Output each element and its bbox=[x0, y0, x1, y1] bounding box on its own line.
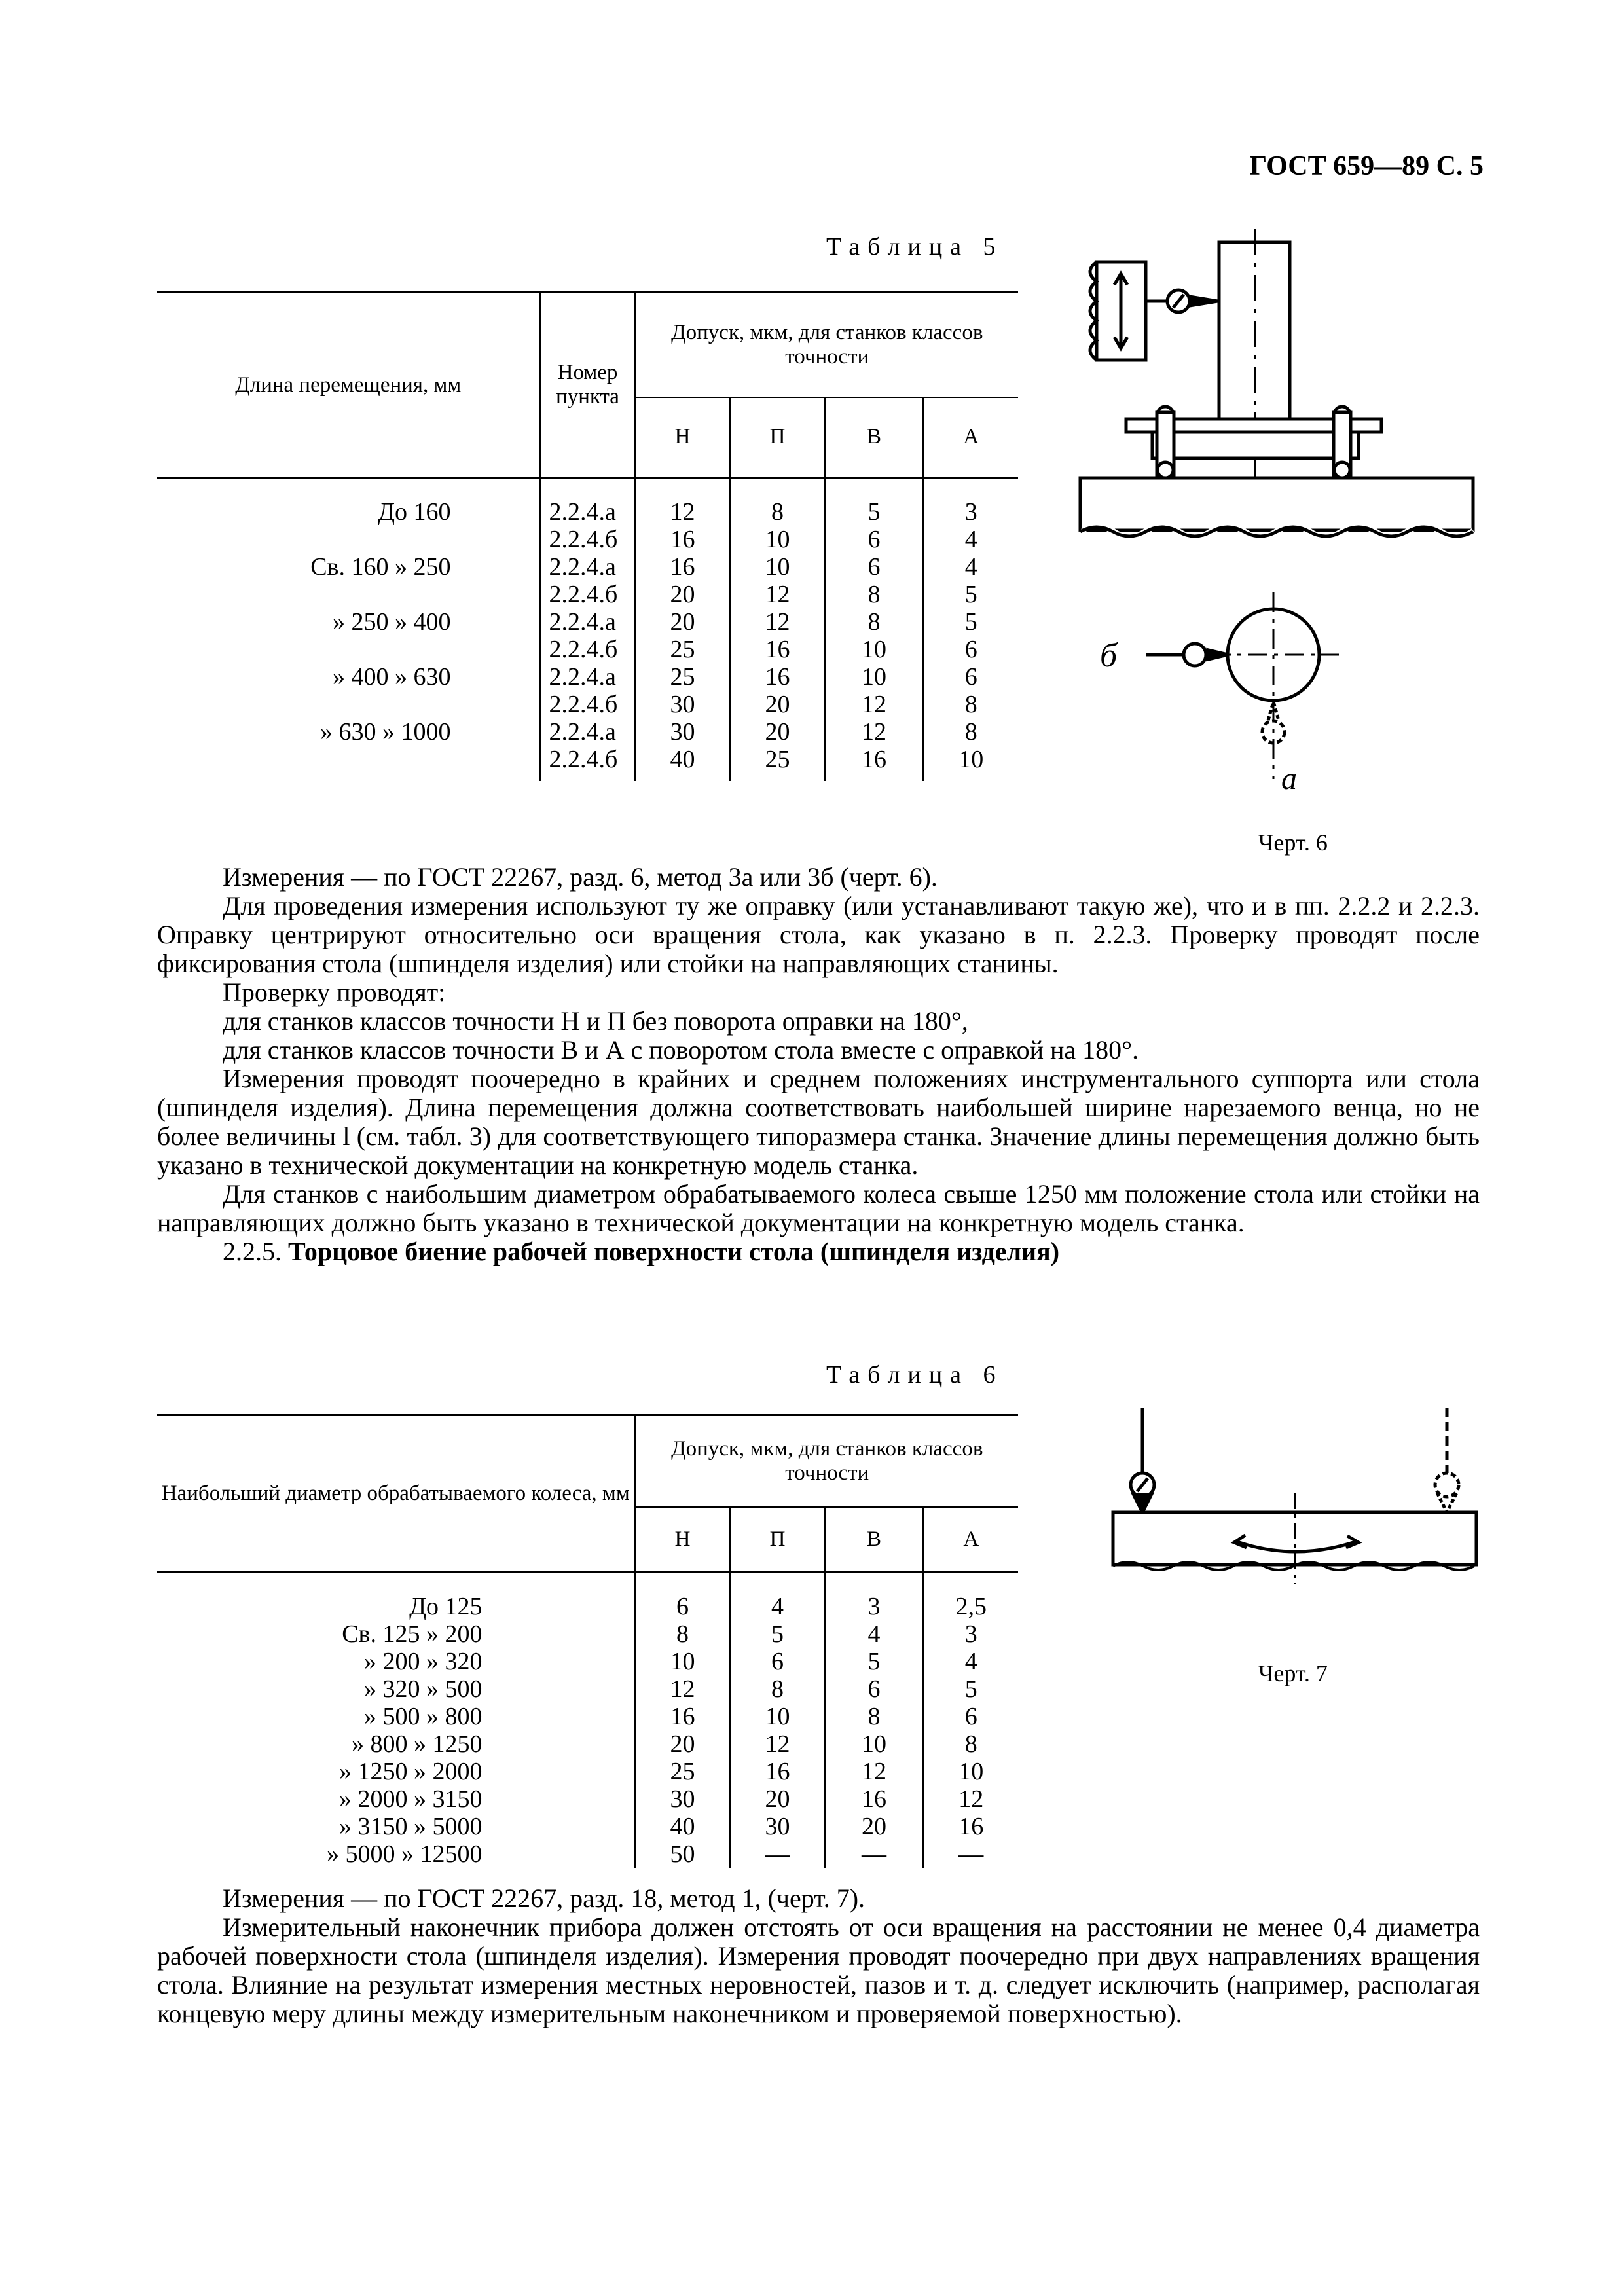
figure-7 bbox=[1100, 1394, 1486, 1584]
t6-value: 10 bbox=[635, 1648, 730, 1675]
table5-caption: Таблица 5 bbox=[826, 233, 1004, 261]
fig6-label-b: б bbox=[1100, 637, 1118, 674]
t6-value: 4 bbox=[825, 1620, 923, 1648]
table6 bbox=[157, 1414, 1018, 1868]
t6-value: 20 bbox=[730, 1785, 825, 1813]
t5-length: » 250 » 400 bbox=[157, 608, 540, 636]
t6-class-a: А bbox=[963, 1527, 979, 1551]
t5-point: 2.2.4.б bbox=[540, 636, 635, 663]
t5-value: 8 bbox=[730, 478, 825, 526]
t6-diameter: » 1250 » 2000 bbox=[157, 1758, 635, 1785]
t5-length bbox=[157, 691, 540, 718]
t5-point: 2.2.4.а bbox=[540, 718, 635, 746]
text1-p2: Для проведения измерения используют ту же оправку (или устанавливают такую же), что и в пп. 2.2.2 и 2.2.3. Оправку центрируют относительно оси вращения стола, как указано в п. 2.2.3. Проверку проводят после фиксирования стола (шпинделя изделия) или стойки на направляющих станины. bbox=[157, 891, 1480, 978]
t5-value: 30 bbox=[635, 691, 730, 718]
t5-row bbox=[157, 526, 1018, 553]
t6-value: 30 bbox=[730, 1813, 825, 1840]
t6-value: 20 bbox=[635, 1730, 730, 1758]
t5-length: » 400 » 630 bbox=[157, 663, 540, 691]
t6-value: 16 bbox=[825, 1785, 923, 1813]
t6-value: 6 bbox=[964, 1703, 977, 1730]
t5-value: 10 bbox=[958, 746, 984, 773]
t5-value: 5 bbox=[964, 608, 977, 636]
t6-value: 50 bbox=[635, 1840, 730, 1868]
section-2-2-5 bbox=[157, 1237, 1480, 1266]
text2-p1: Измерения — по ГОСТ 22267, разд. 18, метод 1, (черт. 7). bbox=[223, 1884, 866, 1913]
t6-value: — bbox=[730, 1840, 825, 1868]
t6-row bbox=[157, 1758, 1018, 1785]
t6-row bbox=[157, 1573, 1018, 1621]
t6-value: 5 bbox=[730, 1620, 825, 1648]
t6-value: 3 bbox=[964, 1620, 977, 1648]
t6-value: 10 bbox=[825, 1730, 923, 1758]
t5-row bbox=[157, 581, 1018, 608]
t5-value: 16 bbox=[825, 746, 923, 781]
t6-value: 8 bbox=[825, 1703, 923, 1730]
t6-value: 40 bbox=[635, 1813, 730, 1840]
text2-p2: Измерительный наконечник прибора должен отстоять от оси вращения на расстоянии не менее 0,4 диаметра рабочей поверхности стола (шпинделя изделия). Измерения проводят поочередно при двух направлениях вращения стола. Влияние на результат измерения местных неровностей, пазов и т. д. следует исключить (например, располагая концевую меру длины между измерительным наконечником и проверяемой поверхностью). bbox=[157, 1912, 1480, 2028]
t6-diameter: » 800 » 1250 bbox=[157, 1730, 635, 1758]
t6-row bbox=[157, 1785, 1018, 1813]
t5-row bbox=[157, 718, 1018, 746]
t5-point: 2.2.4.б bbox=[540, 526, 635, 553]
t6-value: 4 bbox=[964, 1648, 977, 1675]
t5-value: 6 bbox=[825, 553, 923, 581]
t5-point: 2.2.4.б bbox=[540, 746, 635, 781]
t6-value: 8 bbox=[964, 1730, 977, 1758]
t6-value: 16 bbox=[730, 1758, 825, 1785]
section-number: 2.2.5. bbox=[223, 1237, 282, 1266]
t6-class-h: Н bbox=[635, 1507, 730, 1573]
t5-row bbox=[157, 608, 1018, 636]
t5-value: 16 bbox=[730, 663, 825, 691]
t6-value: 10 bbox=[730, 1703, 825, 1730]
t6-value: 4 bbox=[730, 1573, 825, 1621]
t6-value: 12 bbox=[730, 1730, 825, 1758]
text1-p1: Измерения — по ГОСТ 22267, разд. 6, метод 3а или 3б (черт. 6). bbox=[223, 862, 938, 892]
t5-value: 16 bbox=[730, 636, 825, 663]
t6-diameter: » 320 » 500 bbox=[157, 1675, 635, 1703]
t6-head-tolerance: Допуск, мкм, для станков классов точности bbox=[635, 1415, 1018, 1507]
t6-head-diameter: Наибольший диаметр обрабатываемого колеса, мм bbox=[157, 1415, 635, 1573]
t5-value: 12 bbox=[730, 608, 825, 636]
table5-body bbox=[157, 478, 1018, 782]
t5-value: 10 bbox=[730, 553, 825, 581]
t5-class-h: Н bbox=[635, 397, 730, 478]
t6-row bbox=[157, 1813, 1018, 1840]
t5-point: 2.2.4.а bbox=[540, 478, 635, 526]
t5-point: 2.2.4.а bbox=[540, 553, 635, 581]
t6-value: 6 bbox=[825, 1675, 923, 1703]
t6-diameter: » 500 » 800 bbox=[157, 1703, 635, 1730]
t5-head-length: Длина перемещения, мм bbox=[157, 293, 540, 478]
t5-value: 10 bbox=[730, 526, 825, 553]
fig6-dial-b bbox=[1184, 644, 1206, 666]
t5-row bbox=[157, 746, 1018, 781]
t5-value: 6 bbox=[825, 526, 923, 553]
t5-value: 8 bbox=[825, 581, 923, 608]
t6-value: 3 bbox=[825, 1573, 923, 1621]
t5-class-p: П bbox=[730, 397, 825, 478]
t5-value: 5 bbox=[825, 478, 923, 526]
t6-value: 8 bbox=[635, 1620, 730, 1648]
t5-length bbox=[157, 526, 540, 553]
t5-value: 40 bbox=[635, 746, 730, 781]
t6-diameter: » 2000 » 3150 bbox=[157, 1785, 635, 1813]
t5-row bbox=[157, 636, 1018, 663]
t5-value: 20 bbox=[730, 718, 825, 746]
t5-row bbox=[157, 691, 1018, 718]
figure-6 bbox=[1061, 229, 1493, 805]
text1-p6: Измерения проводят поочередно в крайних и среднем положениях инструментального суппорта или стола (шпинделя изделия). Длина перемещения должна соответствовать наибольшей ширине нарезаемого венца, но не более величины l (см. табл. 3) для соответствующего типоразмера станка. Значение длины перемещения должно быть указано в технической документации на конкретную модель станка. bbox=[157, 1064, 1480, 1180]
t5-value: 25 bbox=[730, 746, 825, 781]
t6-value: 16 bbox=[635, 1703, 730, 1730]
t5-value: 8 bbox=[964, 718, 977, 746]
t5-value: 12 bbox=[635, 478, 730, 526]
text1-p4: для станков классов точности Н и П без поворота оправки на 180°, bbox=[223, 1006, 968, 1036]
t6-value: 20 bbox=[825, 1813, 923, 1840]
t5-value: 25 bbox=[635, 636, 730, 663]
t5-value: 30 bbox=[635, 718, 730, 746]
section-title: Торцовое биение рабочей поверхности стола (шпинделя изделия) bbox=[288, 1237, 1060, 1266]
t5-row bbox=[157, 663, 1018, 691]
table6-body bbox=[157, 1573, 1018, 1868]
t6-value: — bbox=[958, 1840, 984, 1868]
t5-point: 2.2.4.а bbox=[540, 608, 635, 636]
t5-value: 12 bbox=[730, 581, 825, 608]
t6-class-p: П bbox=[730, 1507, 825, 1573]
fig6-label-a: а bbox=[1281, 761, 1297, 796]
t5-length bbox=[157, 581, 540, 608]
text1-p7: Для станков с наибольшим диаметром обрабатываемого колеса свыше 1250 мм положение стола или стойки на направляющих должно быть указано в технической документации на конкретную модель станка. bbox=[157, 1179, 1480, 1237]
t5-length bbox=[157, 636, 540, 663]
t5-value: 6 bbox=[964, 663, 977, 691]
t5-value: 4 bbox=[964, 553, 977, 581]
t6-value: 5 bbox=[964, 1675, 977, 1703]
t5-row bbox=[157, 553, 1018, 581]
t5-value: 12 bbox=[825, 718, 923, 746]
t6-value: 10 bbox=[958, 1758, 984, 1785]
t6-value: 6 bbox=[730, 1648, 825, 1675]
t6-value: 30 bbox=[635, 1785, 730, 1813]
t5-value: 5 bbox=[964, 581, 977, 608]
t6-value: 6 bbox=[635, 1573, 730, 1621]
t5-point: 2.2.4.б bbox=[540, 581, 635, 608]
table6-caption: Таблица 6 bbox=[826, 1361, 1004, 1389]
t5-value: 20 bbox=[635, 581, 730, 608]
t5-value: 25 bbox=[635, 663, 730, 691]
t5-value: 10 bbox=[825, 636, 923, 663]
t6-value: 12 bbox=[958, 1785, 984, 1813]
t5-value: 3 bbox=[964, 498, 977, 526]
t6-value: 16 bbox=[958, 1813, 984, 1840]
t6-value: 12 bbox=[635, 1675, 730, 1703]
t6-value: 25 bbox=[635, 1758, 730, 1785]
t5-length: » 630 » 1000 bbox=[157, 718, 540, 746]
fig7-caption: Черт. 7 bbox=[1258, 1660, 1328, 1686]
t5-length bbox=[157, 746, 540, 781]
t5-value: 8 bbox=[964, 691, 977, 718]
t5-value: 20 bbox=[730, 691, 825, 718]
t5-head-point: Номер пункта bbox=[540, 293, 635, 478]
t6-row bbox=[157, 1675, 1018, 1703]
t5-value: 10 bbox=[825, 663, 923, 691]
t5-value: 16 bbox=[635, 526, 730, 553]
text1-p3: Проверку проводят: bbox=[223, 977, 446, 1007]
t5-value: 12 bbox=[825, 691, 923, 718]
t6-value: 5 bbox=[825, 1648, 923, 1675]
page-header: ГОСТ 659—89 С. 5 bbox=[1249, 151, 1484, 181]
t6-class-v: В bbox=[825, 1507, 923, 1573]
text1-p5: для станков классов точности В и А с поворотом стола вместе с оправкой на 180°. bbox=[223, 1035, 1139, 1065]
t5-class-a: А bbox=[963, 425, 979, 449]
t5-value: 6 bbox=[964, 636, 977, 663]
t6-diameter: До 125 bbox=[157, 1573, 635, 1621]
t6-diameter: Св. 125 » 200 bbox=[157, 1620, 635, 1648]
t6-value: 12 bbox=[825, 1758, 923, 1785]
t6-diameter: » 5000 » 12500 bbox=[157, 1840, 635, 1868]
t5-point: 2.2.4.а bbox=[540, 663, 635, 691]
t6-row bbox=[157, 1840, 1018, 1868]
t6-row bbox=[157, 1730, 1018, 1758]
t5-value: 4 bbox=[964, 526, 977, 553]
t5-length: До 160 bbox=[157, 478, 540, 526]
t6-diameter: » 3150 » 5000 bbox=[157, 1813, 635, 1840]
t6-row bbox=[157, 1648, 1018, 1675]
t6-row bbox=[157, 1620, 1018, 1648]
t5-class-v: В bbox=[825, 397, 923, 478]
t6-value: 2,5 bbox=[955, 1593, 987, 1620]
t5-point: 2.2.4.б bbox=[540, 691, 635, 718]
t6-value: 8 bbox=[730, 1675, 825, 1703]
t5-value: 20 bbox=[635, 608, 730, 636]
t5-head-tolerance: Допуск, мкм, для станков классов точности bbox=[635, 293, 1018, 397]
t5-length: Св. 160 » 250 bbox=[157, 553, 540, 581]
t6-diameter: » 200 » 320 bbox=[157, 1648, 635, 1675]
t6-value: — bbox=[825, 1840, 923, 1868]
t5-value: 8 bbox=[825, 608, 923, 636]
fig6-caption: Черт. 6 bbox=[1258, 829, 1328, 856]
table5 bbox=[157, 291, 1018, 781]
t5-value: 16 bbox=[635, 553, 730, 581]
t5-row bbox=[157, 478, 1018, 526]
t6-row bbox=[157, 1703, 1018, 1730]
